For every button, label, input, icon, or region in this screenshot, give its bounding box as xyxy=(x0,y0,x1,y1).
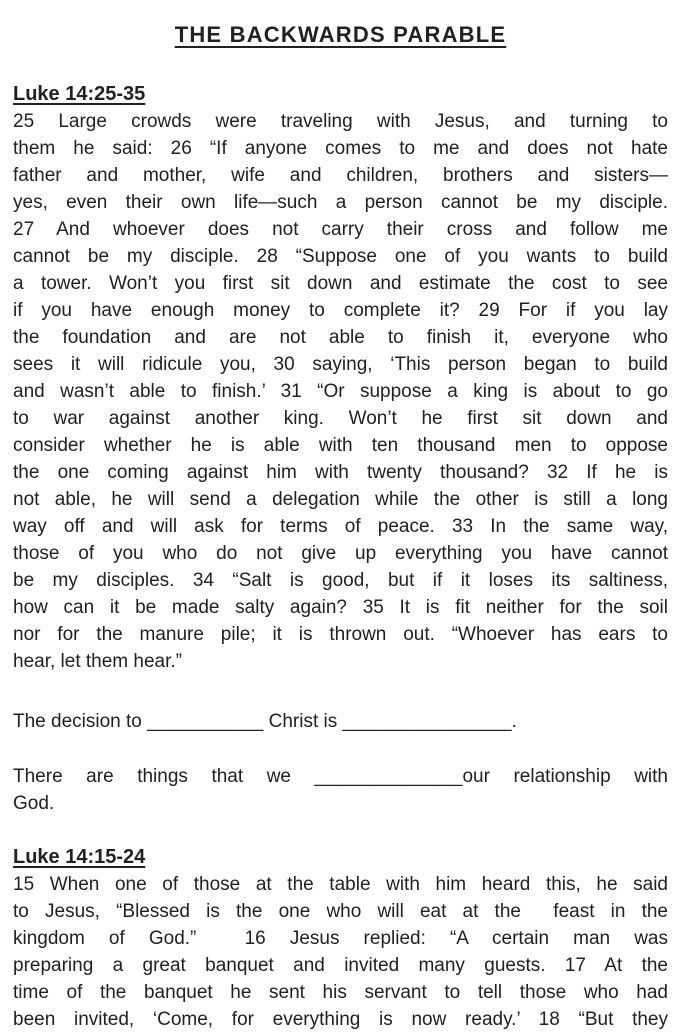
text-line: those of you who do not give up everything you have cannot xyxy=(13,543,668,564)
text-line: to Jesus, “Blessed is the one who will eat at the feast in the xyxy=(13,901,668,922)
text-line: 27 And whoever does not carry their cross and follow me xyxy=(13,219,668,240)
text-line: a tower. Won’t you first sit down and estimate the cost to see xyxy=(13,273,668,294)
text-line: consider whether he is able with ten thousand men to oppose xyxy=(13,435,668,456)
text-line: be my disciples. 34 “Salt is good, but if it loses its saltiness, xyxy=(13,570,668,591)
text-line: not able, he will send a delegation while the other is still a long xyxy=(13,489,668,510)
fill-in-sentence-1: The decision to ___________ Christ is ________________. xyxy=(13,711,517,732)
text-line: way off and will ask for terms of peace. 33 In the same way, xyxy=(13,516,668,537)
passage-2-text xyxy=(13,871,668,1033)
text-line: how can it be made salty again? 35 It is fit neither for the soil xyxy=(13,597,668,618)
text-line: preparing a great banquet and invited many guests. 17 At the xyxy=(13,955,668,976)
text-line: if you have enough money to complete it? 29 For if you lay xyxy=(13,300,668,321)
text-line: the one coming against him with twenty thousand? 32 If he is xyxy=(13,462,668,483)
text-line: God. xyxy=(13,793,55,814)
page-title: THE BACKWARDS PARABLE xyxy=(174,22,507,47)
text-line: been invited, ‘Come, for everything is now ready.’ 18 “But they xyxy=(13,1009,668,1030)
text-line: nor for the manure pile; it is thrown out. “Whoever has ears to xyxy=(13,624,668,645)
text-line: to war against another king. Won’t he first sit down and xyxy=(13,408,668,429)
passage-1-heading: Luke 14:25-35 xyxy=(13,83,146,105)
text-line: yes, even their own life—such a person cannot be my disciple. xyxy=(13,192,668,213)
text-line: sees it will ridicule you, 30 saying, ‘This person began to build xyxy=(13,354,668,375)
text-line: time of the banquet he sent his servant to tell those who had xyxy=(13,982,668,1003)
text-line: them he said: 26 “If anyone comes to me and does not hate xyxy=(13,138,668,159)
text-line: and wasn’t able to finish.’ 31 “Or suppose a king is about to go xyxy=(13,381,668,402)
text-line: kingdom of God.” 16 Jesus replied: “A certain man was xyxy=(13,928,668,949)
text-line: 15 When one of those at the table with him heard this, he said xyxy=(13,874,668,895)
text-line: 25 Large crowds were traveling with Jesus, and turning to xyxy=(13,111,668,132)
passage-2-heading: Luke 14:15-24 xyxy=(13,846,146,868)
text-line: the foundation and are not able to finish it, everyone who xyxy=(13,327,668,348)
text-line: father and mother, wife and children, brothers and sisters— xyxy=(13,165,668,186)
fill-in-sentence-2 xyxy=(13,763,668,817)
text-line: There are things that we ______________our relationship with xyxy=(13,766,668,787)
passage-1-text xyxy=(13,108,668,675)
text-line: hear, let them hear.” xyxy=(13,651,182,672)
text-line: cannot be my disciple. 28 “Suppose one of you wants to build xyxy=(13,246,668,267)
